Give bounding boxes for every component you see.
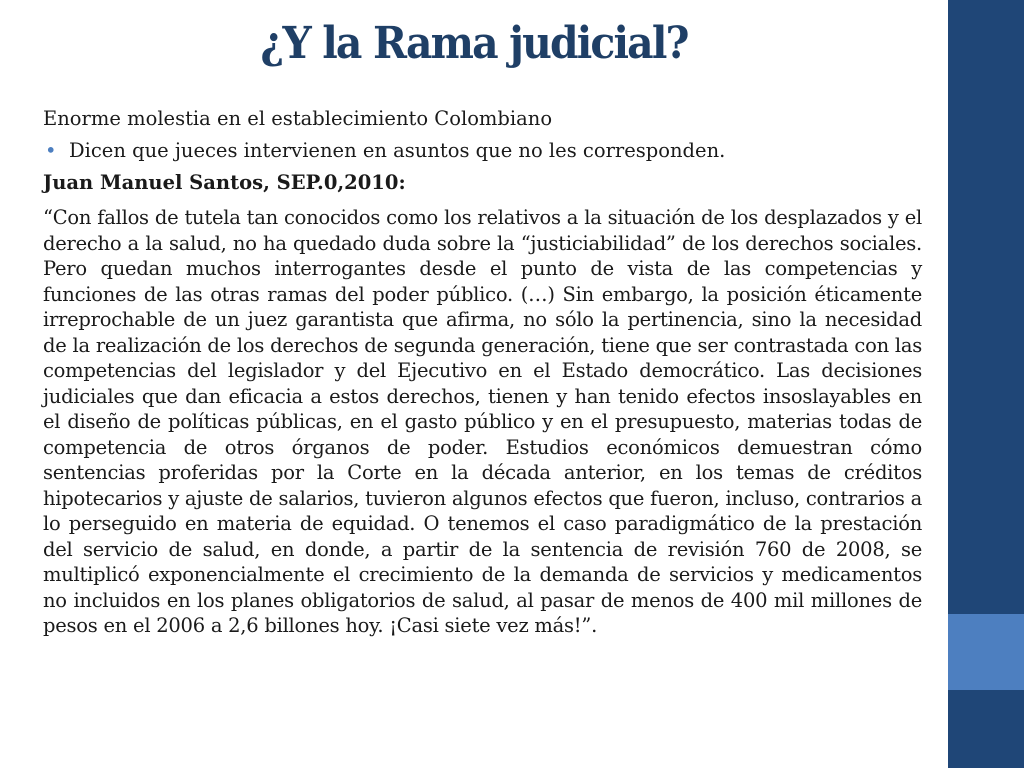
attribution-text: Juan Manuel Santos, SEP.0,2010: (43, 171, 406, 194)
slide-title: ¿Y la Rama judicial? (260, 18, 688, 69)
side-accent-block (948, 614, 1024, 690)
bullet-item (43, 135, 922, 167)
bullet-icon: • (45, 139, 57, 162)
intro-text: Enorme molestia en el establecimiento Colombiano (43, 107, 553, 130)
slide-content (43, 103, 922, 658)
bullet-text: Dicen que jueces intervienen en asuntos que no les corresponden. (69, 139, 726, 162)
quote-paragraph: “Con fallos de tutela tan conocidos como los relativos a la situación de los desplazados y el derecho a la salud, no ha quedado duda sobre la “justiciabilidad” de los derechos sociales. Pero quedan muchos interrogantes desde el punto de vista de las competencias y funciones de las otras ramas del poder público. (…) Sin embargo, la posición éticamente irreprochable de un juez garantista que afirma, no sólo la pertinencia, sino la necesidad de la realización de los derechos de segunda generación, tiene que ser contrastada con las competencias del legislador y del Ejecutivo en el Estado democrático. Las decisiones judiciales que dan eficacia a estos derechos, tienen y han tenido efectos insoslayables en el diseño de políticas públicas, en el gasto público y en el presupuesto, materias todas de competencia de otros órganos de poder. Estudios económicos demuestran cómo sentencias proferidas por la Corte en la década anterior, en los temas de créditos hipotecarios y ajuste de salarios, tuvieron algunos efectos que fueron, incluso, contrarios a lo perseguido en materia de equidad. O tenemos el caso paradigmático de la prestación del servicio de salud, en donde, a partir de la sentencia de revisión 760 de 2008, se multiplicó exponencialmente el crecimiento de la demanda de servicios y medicamentos no incluidos en los planes obligatorios de salud, al pasar de menos de 400 mil millones de pesos en el 2006 a 2,6 billones hoy. ¡Casi siete vez más!”. (43, 206, 922, 637)
